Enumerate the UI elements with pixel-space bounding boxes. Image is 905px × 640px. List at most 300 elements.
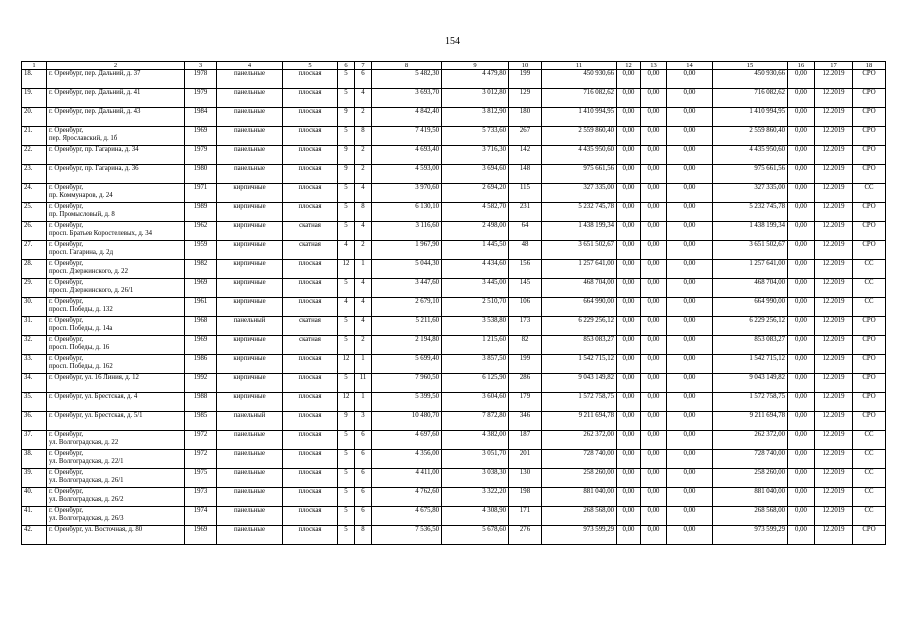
address-cell — [47, 336, 185, 355]
row-number-cell: 18. — [22, 70, 47, 89]
cost-cell: 0,00 — [788, 108, 815, 127]
residents-cell: 286 — [509, 374, 542, 393]
table-row — [22, 165, 886, 184]
living-area-cell: 1 215,60 — [442, 336, 509, 355]
funding-method-cell: СРО — [853, 355, 886, 374]
cost-cell: 0,00 — [667, 488, 713, 507]
residents-cell: 267 — [509, 127, 542, 146]
cost-cell: 0,00 — [788, 298, 815, 317]
wall-material-cell: кирпичные — [217, 260, 283, 279]
funding-method-cell: СРО — [853, 336, 886, 355]
cell-line: 2019 — [830, 317, 845, 324]
completion-date-cell — [815, 203, 853, 222]
total-cost-cell: 664 990,00 — [542, 298, 617, 317]
cost-cell: 0,00 — [788, 127, 815, 146]
cell-line: г. Оренбург, — [49, 241, 84, 248]
total-cost-cell: 975 661,56 — [542, 165, 617, 184]
total-area-cell: 4 675,80 — [372, 507, 442, 526]
floors-cell: 12 — [338, 355, 355, 374]
cell-line: 12. — [822, 165, 831, 172]
cost-cell: 0,00 — [788, 70, 815, 89]
living-area-cell: 4 434,60 — [442, 260, 509, 279]
entrances-cell: 6 — [355, 507, 372, 526]
cell-line: 2019 — [830, 526, 845, 533]
col-header: 10 — [509, 62, 542, 70]
cell-line: 12. — [822, 70, 831, 77]
funding-method-cell: СС — [853, 184, 886, 203]
cost-cell: 0,00 — [617, 165, 641, 184]
cost-cell: 0,00 — [788, 469, 815, 488]
floors-cell: 5 — [338, 317, 355, 336]
cell-line: г. Оренбург, — [49, 127, 84, 134]
cost-cell: 0,00 — [667, 279, 713, 298]
address-cell — [47, 431, 185, 450]
cost-cell: 0,00 — [788, 412, 815, 431]
cell-line: г. Оренбург, ул. Восточная, д. 80 — [49, 526, 143, 533]
col-header: 8 — [372, 62, 442, 70]
cell-line: г. Оренбург, пр. Гагарина, д. 36 — [49, 165, 139, 172]
address-cell — [47, 203, 185, 222]
entrances-cell: 6 — [355, 431, 372, 450]
cost-cell: 2 559 860,40 — [713, 127, 788, 146]
cost-cell: 0,00 — [788, 355, 815, 374]
roof-type-cell: плоская — [283, 70, 338, 89]
year-cell: 1982 — [185, 260, 217, 279]
floors-cell: 4 — [338, 241, 355, 260]
wall-material-cell: кирпичные — [217, 374, 283, 393]
cost-cell: 0,00 — [641, 222, 667, 241]
col-header: 9 — [442, 62, 509, 70]
cost-cell: 0,00 — [641, 184, 667, 203]
wall-material-cell: кирпичные — [217, 298, 283, 317]
address-cell — [47, 70, 185, 89]
table-row — [22, 241, 886, 260]
wall-material-cell: панельные — [217, 431, 283, 450]
cost-cell: 0,00 — [667, 431, 713, 450]
floors-cell: 12 — [338, 393, 355, 412]
cell-line: пр. Промысловый, д. 8 — [49, 211, 115, 218]
roof-type-cell: плоская — [283, 469, 338, 488]
year-cell: 1968 — [185, 317, 217, 336]
cost-cell: 0,00 — [788, 165, 815, 184]
living-area-cell: 4 582,70 — [442, 203, 509, 222]
funding-method-cell: СС — [853, 469, 886, 488]
cell-line: г. Оренбург, — [49, 317, 84, 324]
cell-line: 2019 — [830, 146, 845, 153]
table-row — [22, 526, 886, 545]
funding-method-cell: СРО — [853, 317, 886, 336]
cost-cell: 0,00 — [667, 298, 713, 317]
cell-line: 12. — [822, 450, 831, 457]
residents-cell: 156 — [509, 260, 542, 279]
floors-cell: 9 — [338, 165, 355, 184]
cell-line: 12. — [822, 526, 831, 533]
cost-cell: 973 599,29 — [713, 526, 788, 545]
year-cell: 1972 — [185, 450, 217, 469]
cell-line: 2019 — [830, 507, 845, 514]
cell-line: 12. — [822, 260, 831, 267]
floors-cell: 5 — [338, 279, 355, 298]
year-cell: 1980 — [185, 165, 217, 184]
total-area-cell: 4 762,60 — [372, 488, 442, 507]
cell-line: 12. — [822, 393, 831, 400]
total-area-cell: 4 842,40 — [372, 108, 442, 127]
residents-cell: 231 — [509, 203, 542, 222]
table-row — [22, 279, 886, 298]
col-header: 4 — [217, 62, 283, 70]
row-number-cell: 31. — [22, 317, 47, 336]
cost-cell: 0,00 — [788, 241, 815, 260]
cost-cell: 0,00 — [788, 393, 815, 412]
living-area-cell: 3 857,50 — [442, 355, 509, 374]
total-cost-cell: 2 559 860,40 — [542, 127, 617, 146]
year-cell: 1986 — [185, 355, 217, 374]
cell-line: просп. Дзержинского, д. 26/1 — [49, 287, 134, 294]
cost-cell: 0,00 — [617, 526, 641, 545]
completion-date-cell — [815, 355, 853, 374]
page-number: 154 — [445, 36, 460, 47]
entrances-cell: 2 — [355, 336, 372, 355]
cost-cell: 0,00 — [641, 469, 667, 488]
cell-line: 2019 — [830, 412, 845, 419]
cell-line: 12. — [822, 507, 831, 514]
roof-type-cell: плоская — [283, 298, 338, 317]
funding-method-cell: СС — [853, 279, 886, 298]
residents-cell: 180 — [509, 108, 542, 127]
cell-line: пер. Ярославский, д. 1б — [49, 135, 118, 142]
cell-line: 12. — [822, 336, 831, 343]
cell-line: 2019 — [830, 89, 845, 96]
cell-line: 2019 — [830, 488, 845, 495]
cost-cell: 0,00 — [617, 241, 641, 260]
cell-line: г. Оренбург, — [49, 298, 84, 305]
cost-cell: 0,00 — [667, 526, 713, 545]
year-cell: 1975 — [185, 469, 217, 488]
year-cell: 1974 — [185, 507, 217, 526]
cell-line: просп. Гагарина, д. 2д — [49, 249, 114, 256]
completion-date-cell — [815, 317, 853, 336]
cost-cell: 0,00 — [667, 89, 713, 108]
funding-method-cell: СС — [853, 298, 886, 317]
roof-type-cell: плоская — [283, 355, 338, 374]
year-cell: 1961 — [185, 298, 217, 317]
roof-type-cell: плоская — [283, 374, 338, 393]
wall-material-cell: панельный — [217, 412, 283, 431]
cell-line: 12. — [822, 469, 831, 476]
year-cell: 1979 — [185, 89, 217, 108]
cell-line: г. Оренбург, пер. Дальний, д. 41 — [49, 89, 141, 96]
cell-line: г. Оренбург, — [49, 203, 84, 210]
total-cost-cell: 468 704,00 — [542, 279, 617, 298]
cell-line: 12. — [822, 127, 831, 134]
living-area-cell: 7 872,80 — [442, 412, 509, 431]
floors-cell: 5 — [338, 431, 355, 450]
cell-line: 2019 — [830, 393, 845, 400]
cell-line: 12. — [822, 374, 831, 381]
row-number-cell: 41. — [22, 507, 47, 526]
cost-cell: 0,00 — [641, 241, 667, 260]
wall-material-cell: кирпичные — [217, 355, 283, 374]
total-area-cell: 2 194,80 — [372, 336, 442, 355]
cost-cell: 262 372,00 — [713, 431, 788, 450]
cost-cell: 0,00 — [667, 184, 713, 203]
total-cost-cell: 881 040,00 — [542, 488, 617, 507]
cell-line: 12. — [822, 146, 831, 153]
cost-cell: 0,00 — [667, 317, 713, 336]
table-body — [22, 62, 886, 545]
entrances-cell: 2 — [355, 146, 372, 165]
roof-type-cell: плоская — [283, 260, 338, 279]
total-area-cell: 4 593,00 — [372, 165, 442, 184]
total-cost-cell: 1 257 641,00 — [542, 260, 617, 279]
cell-line: 12. — [822, 108, 831, 115]
funding-method-cell: СРО — [853, 70, 886, 89]
total-area-cell: 4 411,00 — [372, 469, 442, 488]
entrances-cell: 6 — [355, 488, 372, 507]
row-number-cell: 21. — [22, 127, 47, 146]
total-cost-cell: 1 410 994,95 — [542, 108, 617, 127]
living-area-cell: 4 479,80 — [442, 70, 509, 89]
entrances-cell: 1 — [355, 260, 372, 279]
address-cell — [47, 488, 185, 507]
cost-cell: 0,00 — [617, 222, 641, 241]
completion-date-cell — [815, 70, 853, 89]
cost-cell: 1 257 641,00 — [713, 260, 788, 279]
residents-cell: 64 — [509, 222, 542, 241]
cost-cell: 0,00 — [788, 507, 815, 526]
cell-line: ул. Волгоградская, д. 22/1 — [49, 458, 124, 465]
roof-type-cell: скатная — [283, 241, 338, 260]
cell-line: 12. — [822, 412, 831, 419]
cost-cell: 0,00 — [617, 431, 641, 450]
total-area-cell: 3 116,60 — [372, 222, 442, 241]
entrances-cell: 1 — [355, 393, 372, 412]
col-header: 3 — [185, 62, 217, 70]
entrances-cell: 2 — [355, 241, 372, 260]
roof-type-cell: плоская — [283, 412, 338, 431]
residents-cell: 130 — [509, 469, 542, 488]
table-row — [22, 184, 886, 203]
cost-cell: 0,00 — [667, 469, 713, 488]
cost-cell: 0,00 — [617, 146, 641, 165]
total-area-cell: 5 699,40 — [372, 355, 442, 374]
col-header: 15 — [713, 62, 788, 70]
wall-material-cell: панельные — [217, 108, 283, 127]
cost-cell: 0,00 — [617, 108, 641, 127]
cost-cell: 0,00 — [617, 507, 641, 526]
living-area-cell: 3 012,80 — [442, 89, 509, 108]
cell-line: г. Оренбург, — [49, 431, 84, 438]
cell-line: ул. Волгоградская, д. 26/2 — [49, 496, 124, 503]
wall-material-cell: панельные — [217, 507, 283, 526]
total-area-cell: 10 480,70 — [372, 412, 442, 431]
row-number-cell: 24. — [22, 184, 47, 203]
cost-cell: 0,00 — [617, 184, 641, 203]
cell-line: 12. — [822, 89, 831, 96]
table-row — [22, 450, 886, 469]
year-cell: 1978 — [185, 70, 217, 89]
roof-type-cell: плоская — [283, 203, 338, 222]
funding-method-cell: СС — [853, 488, 886, 507]
funding-method-cell: СРО — [853, 526, 886, 545]
funding-method-cell: СРО — [853, 374, 886, 393]
completion-date-cell — [815, 393, 853, 412]
address-cell — [47, 450, 185, 469]
living-area-cell: 5 733,60 — [442, 127, 509, 146]
living-area-cell: 2 694,20 — [442, 184, 509, 203]
wall-material-cell: кирпичные — [217, 279, 283, 298]
completion-date-cell — [815, 279, 853, 298]
cell-line: 12. — [822, 203, 831, 210]
residents-cell: 187 — [509, 431, 542, 450]
floors-cell: 5 — [338, 469, 355, 488]
address-cell — [47, 469, 185, 488]
cell-line: просп. Победы, д. 162 — [49, 363, 113, 370]
entrances-cell: 4 — [355, 298, 372, 317]
residents-cell: 173 — [509, 317, 542, 336]
total-cost-cell: 258 260,00 — [542, 469, 617, 488]
entrances-cell: 6 — [355, 70, 372, 89]
living-area-cell: 3 538,80 — [442, 317, 509, 336]
cell-line: г. Оренбург, — [49, 336, 84, 343]
total-cost-cell: 973 599,29 — [542, 526, 617, 545]
year-cell: 1979 — [185, 146, 217, 165]
funding-method-cell: СРО — [853, 203, 886, 222]
completion-date-cell — [815, 89, 853, 108]
cell-line: 2019 — [830, 108, 845, 115]
entrances-cell: 3 — [355, 412, 372, 431]
row-number-cell: 39. — [22, 469, 47, 488]
cell-line: 2019 — [830, 279, 845, 286]
cost-cell: 0,00 — [788, 336, 815, 355]
entrances-cell: 8 — [355, 127, 372, 146]
entrances-cell: 4 — [355, 184, 372, 203]
roof-type-cell: плоская — [283, 488, 338, 507]
roof-type-cell: скатная — [283, 317, 338, 336]
cost-cell: 0,00 — [641, 431, 667, 450]
total-area-cell: 2 679,10 — [372, 298, 442, 317]
cost-cell: 0,00 — [617, 260, 641, 279]
year-cell: 1959 — [185, 241, 217, 260]
cell-line: 2019 — [830, 450, 845, 457]
cost-cell: 0,00 — [667, 393, 713, 412]
residents-cell: 201 — [509, 450, 542, 469]
cell-line: 12. — [822, 184, 831, 191]
floors-cell: 5 — [338, 203, 355, 222]
table-row — [22, 336, 886, 355]
total-cost-cell: 9 211 694,78 — [542, 412, 617, 431]
table-row — [22, 108, 886, 127]
cell-line: 2019 — [830, 355, 845, 362]
cell-line: 12. — [822, 298, 831, 305]
cost-cell: 0,00 — [788, 279, 815, 298]
living-area-cell: 1 445,50 — [442, 241, 509, 260]
cell-line: просп. Победы, д. 16 — [49, 344, 110, 351]
row-number-cell: 38. — [22, 450, 47, 469]
cost-cell: 0,00 — [788, 450, 815, 469]
cell-line: г. Оренбург, — [49, 222, 84, 229]
total-area-cell: 5 211,60 — [372, 317, 442, 336]
row-number-cell: 26. — [22, 222, 47, 241]
address-cell — [47, 241, 185, 260]
cell-line: 12. — [822, 488, 831, 495]
living-area-cell: 4 308,90 — [442, 507, 509, 526]
wall-material-cell: панельные — [217, 146, 283, 165]
entrances-cell: 6 — [355, 450, 372, 469]
completion-date-cell — [815, 431, 853, 450]
address-cell — [47, 374, 185, 393]
cell-line: 2019 — [830, 336, 845, 343]
living-area-cell: 3 604,60 — [442, 393, 509, 412]
cell-line: г. Оренбург, пр. Гагарина, д. 34 — [49, 146, 139, 153]
cost-cell: 0,00 — [617, 70, 641, 89]
floors-cell: 5 — [338, 526, 355, 545]
year-cell: 1969 — [185, 279, 217, 298]
entrances-cell: 11 — [355, 374, 372, 393]
roof-type-cell: скатная — [283, 222, 338, 241]
cost-cell: 0,00 — [788, 146, 815, 165]
row-number-cell: 25. — [22, 203, 47, 222]
funding-method-cell: СС — [853, 431, 886, 450]
cost-cell: 0,00 — [641, 450, 667, 469]
housing-table — [21, 61, 886, 545]
total-cost-cell: 5 232 745,78 — [542, 203, 617, 222]
total-area-cell: 1 967,90 — [372, 241, 442, 260]
funding-method-cell: СРО — [853, 222, 886, 241]
residents-cell: 199 — [509, 355, 542, 374]
total-area-cell: 6 130,10 — [372, 203, 442, 222]
wall-material-cell: кирпичные — [217, 184, 283, 203]
completion-date-cell — [815, 241, 853, 260]
table-row — [22, 260, 886, 279]
residents-cell: 82 — [509, 336, 542, 355]
row-number-cell: 32. — [22, 336, 47, 355]
wall-material-cell: панельные — [217, 89, 283, 108]
residents-cell: 48 — [509, 241, 542, 260]
floors-cell: 5 — [338, 70, 355, 89]
cost-cell: 0,00 — [667, 108, 713, 127]
cell-line: г. Оренбург, — [49, 488, 84, 495]
year-cell: 1984 — [185, 108, 217, 127]
table-row — [22, 488, 886, 507]
cell-line: 12. — [822, 279, 831, 286]
address-cell — [47, 507, 185, 526]
funding-method-cell: СС — [853, 450, 886, 469]
cell-line: 2019 — [830, 203, 845, 210]
address-cell — [47, 412, 185, 431]
roof-type-cell: плоская — [283, 165, 338, 184]
wall-material-cell: кирпичные — [217, 393, 283, 412]
residents-cell: 198 — [509, 488, 542, 507]
roof-type-cell: плоская — [283, 450, 338, 469]
cost-cell: 0,00 — [617, 127, 641, 146]
table-row — [22, 412, 886, 431]
row-number-cell: 34. — [22, 374, 47, 393]
total-area-cell: 7 960,50 — [372, 374, 442, 393]
floors-cell: 5 — [338, 450, 355, 469]
col-header: 12 — [617, 62, 641, 70]
living-area-cell: 2 498,00 — [442, 222, 509, 241]
roof-type-cell: плоская — [283, 393, 338, 412]
residents-cell: 106 — [509, 298, 542, 317]
total-area-cell: 7 536,50 — [372, 526, 442, 545]
living-area-cell: 3 694,60 — [442, 165, 509, 184]
table-row — [22, 146, 886, 165]
table-row — [22, 203, 886, 222]
total-area-cell: 5 482,30 — [372, 70, 442, 89]
cost-cell: 0,00 — [641, 203, 667, 222]
address-cell — [47, 184, 185, 203]
